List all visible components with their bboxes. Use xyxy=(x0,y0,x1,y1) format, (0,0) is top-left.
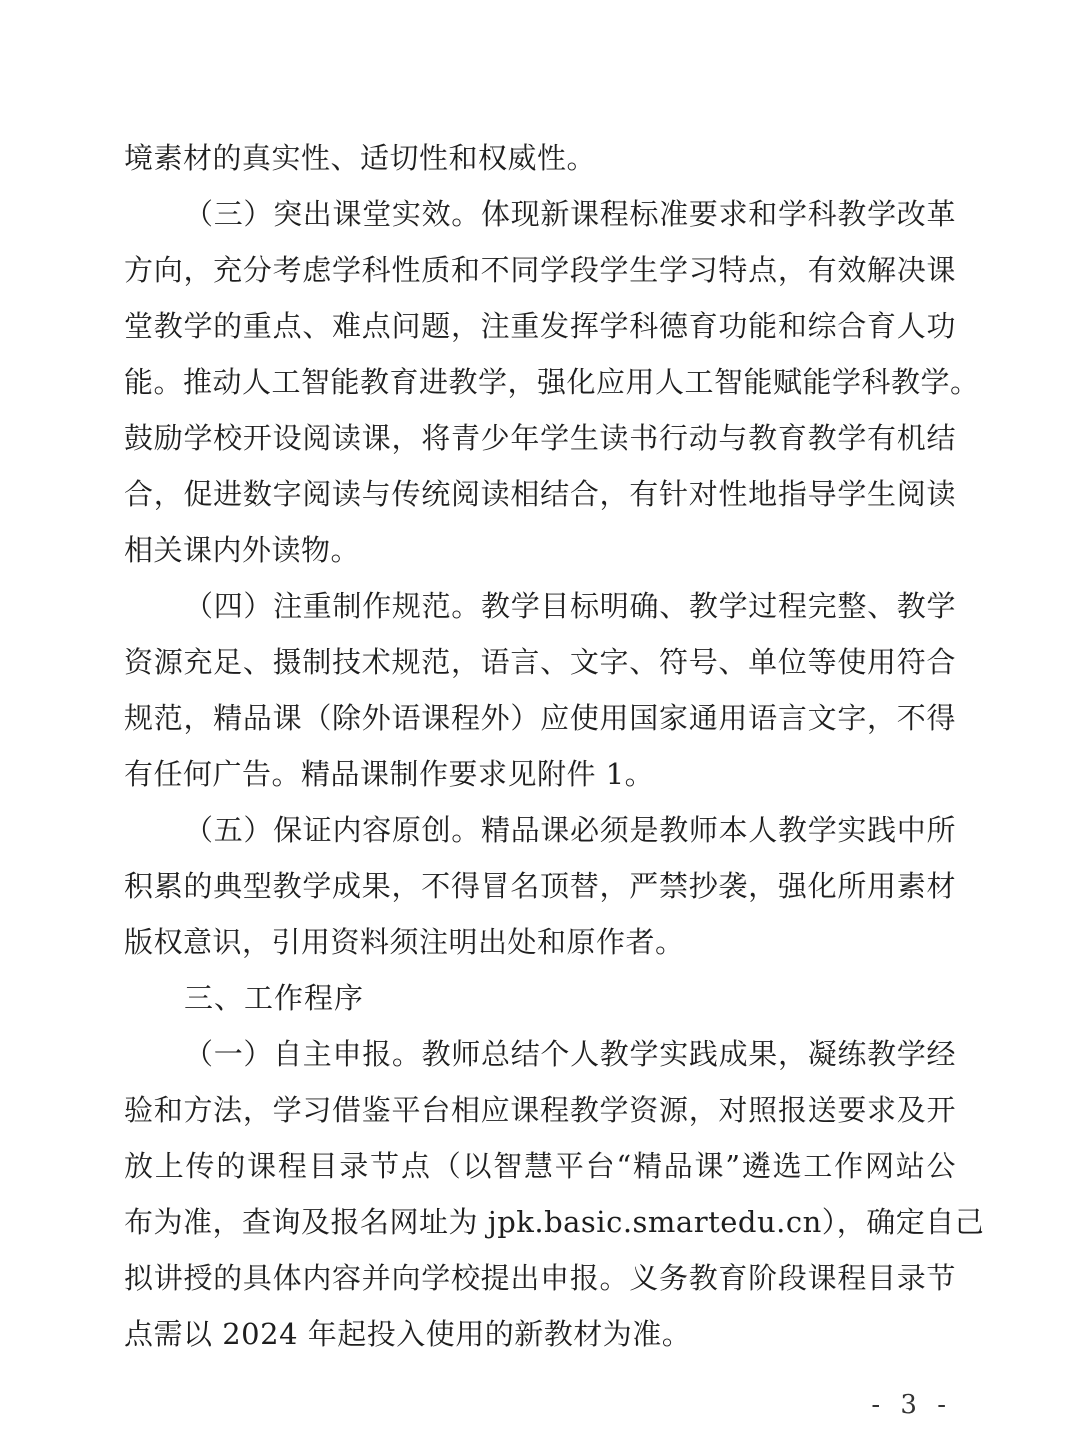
text-line: 能。推动人工智能教育进教学，强化应用人工智能赋能学科教学。 xyxy=(124,365,980,399)
text-line: 相关课内外读物。 xyxy=(124,533,361,567)
document-body xyxy=(124,130,985,1362)
text-line: 方向，充分考虑学科性质和不同学段学生学习特点，有效解决课 xyxy=(124,253,956,287)
text-line: 合，促进数字阅读与传统阅读相结合，有针对性地指导学生阅读 xyxy=(124,477,956,511)
text-line: 放上传的课程目录节点（以智慧平台“精品课”遴选工作网站公 xyxy=(124,1149,956,1183)
text-line: 境素材的真实性、适切性和权威性。 xyxy=(124,141,597,175)
text-line: 验和方法，学习借鉴平台相应课程教学资源，对照报送要求及开 xyxy=(124,1093,956,1127)
text-line: 点需以 2024 年起投入使用的新教材为准。 xyxy=(124,1317,692,1351)
paragraph-five-start: （五）保证内容原创。精品课必须是教师本人教学实践中所 xyxy=(184,813,956,847)
section-heading: 三、工作程序 xyxy=(184,981,365,1015)
text-line: 积累的典型教学成果，不得冒名顶替，严禁抄袭，强化所用素材 xyxy=(124,869,956,903)
text-line: 拟讲授的具体内容并向学校提出申报。义务教育阶段课程目录节 xyxy=(124,1261,956,1295)
text-line: 版权意识，引用资料须注明出处和原作者。 xyxy=(124,925,685,959)
paragraph-three-start: （三）突出课堂实效。体现新课程标准要求和学科教学改革 xyxy=(184,197,956,231)
text-line: 布为准，查询及报名网址为 jpk.basic.smartedu.cn），确定自己 xyxy=(124,1205,985,1239)
paragraph-four-start: （四）注重制作规范。教学目标明确、教学过程完整、教学 xyxy=(184,589,956,623)
text-line: 堂教学的重点、难点问题，注重发挥学科德育功能和综合育人功 xyxy=(124,309,956,343)
text-line: 规范，精品课（除外语课程外）应使用国家通用语言文字，不得 xyxy=(124,701,956,735)
text-line: 资源充足、摄制技术规范，语言、文字、符号、单位等使用符合 xyxy=(124,645,956,679)
text-line: 有任何广告。精品课制作要求见附件 1。 xyxy=(124,757,655,791)
page-number: - 3 - xyxy=(871,1390,952,1420)
text-line: 鼓励学校开设阅读课，将青少年学生读书行动与教育教学有机结 xyxy=(124,421,956,455)
paragraph-one-start: （一）自主申报。教师总结个人教学实践成果，凝练教学经 xyxy=(184,1037,956,1071)
